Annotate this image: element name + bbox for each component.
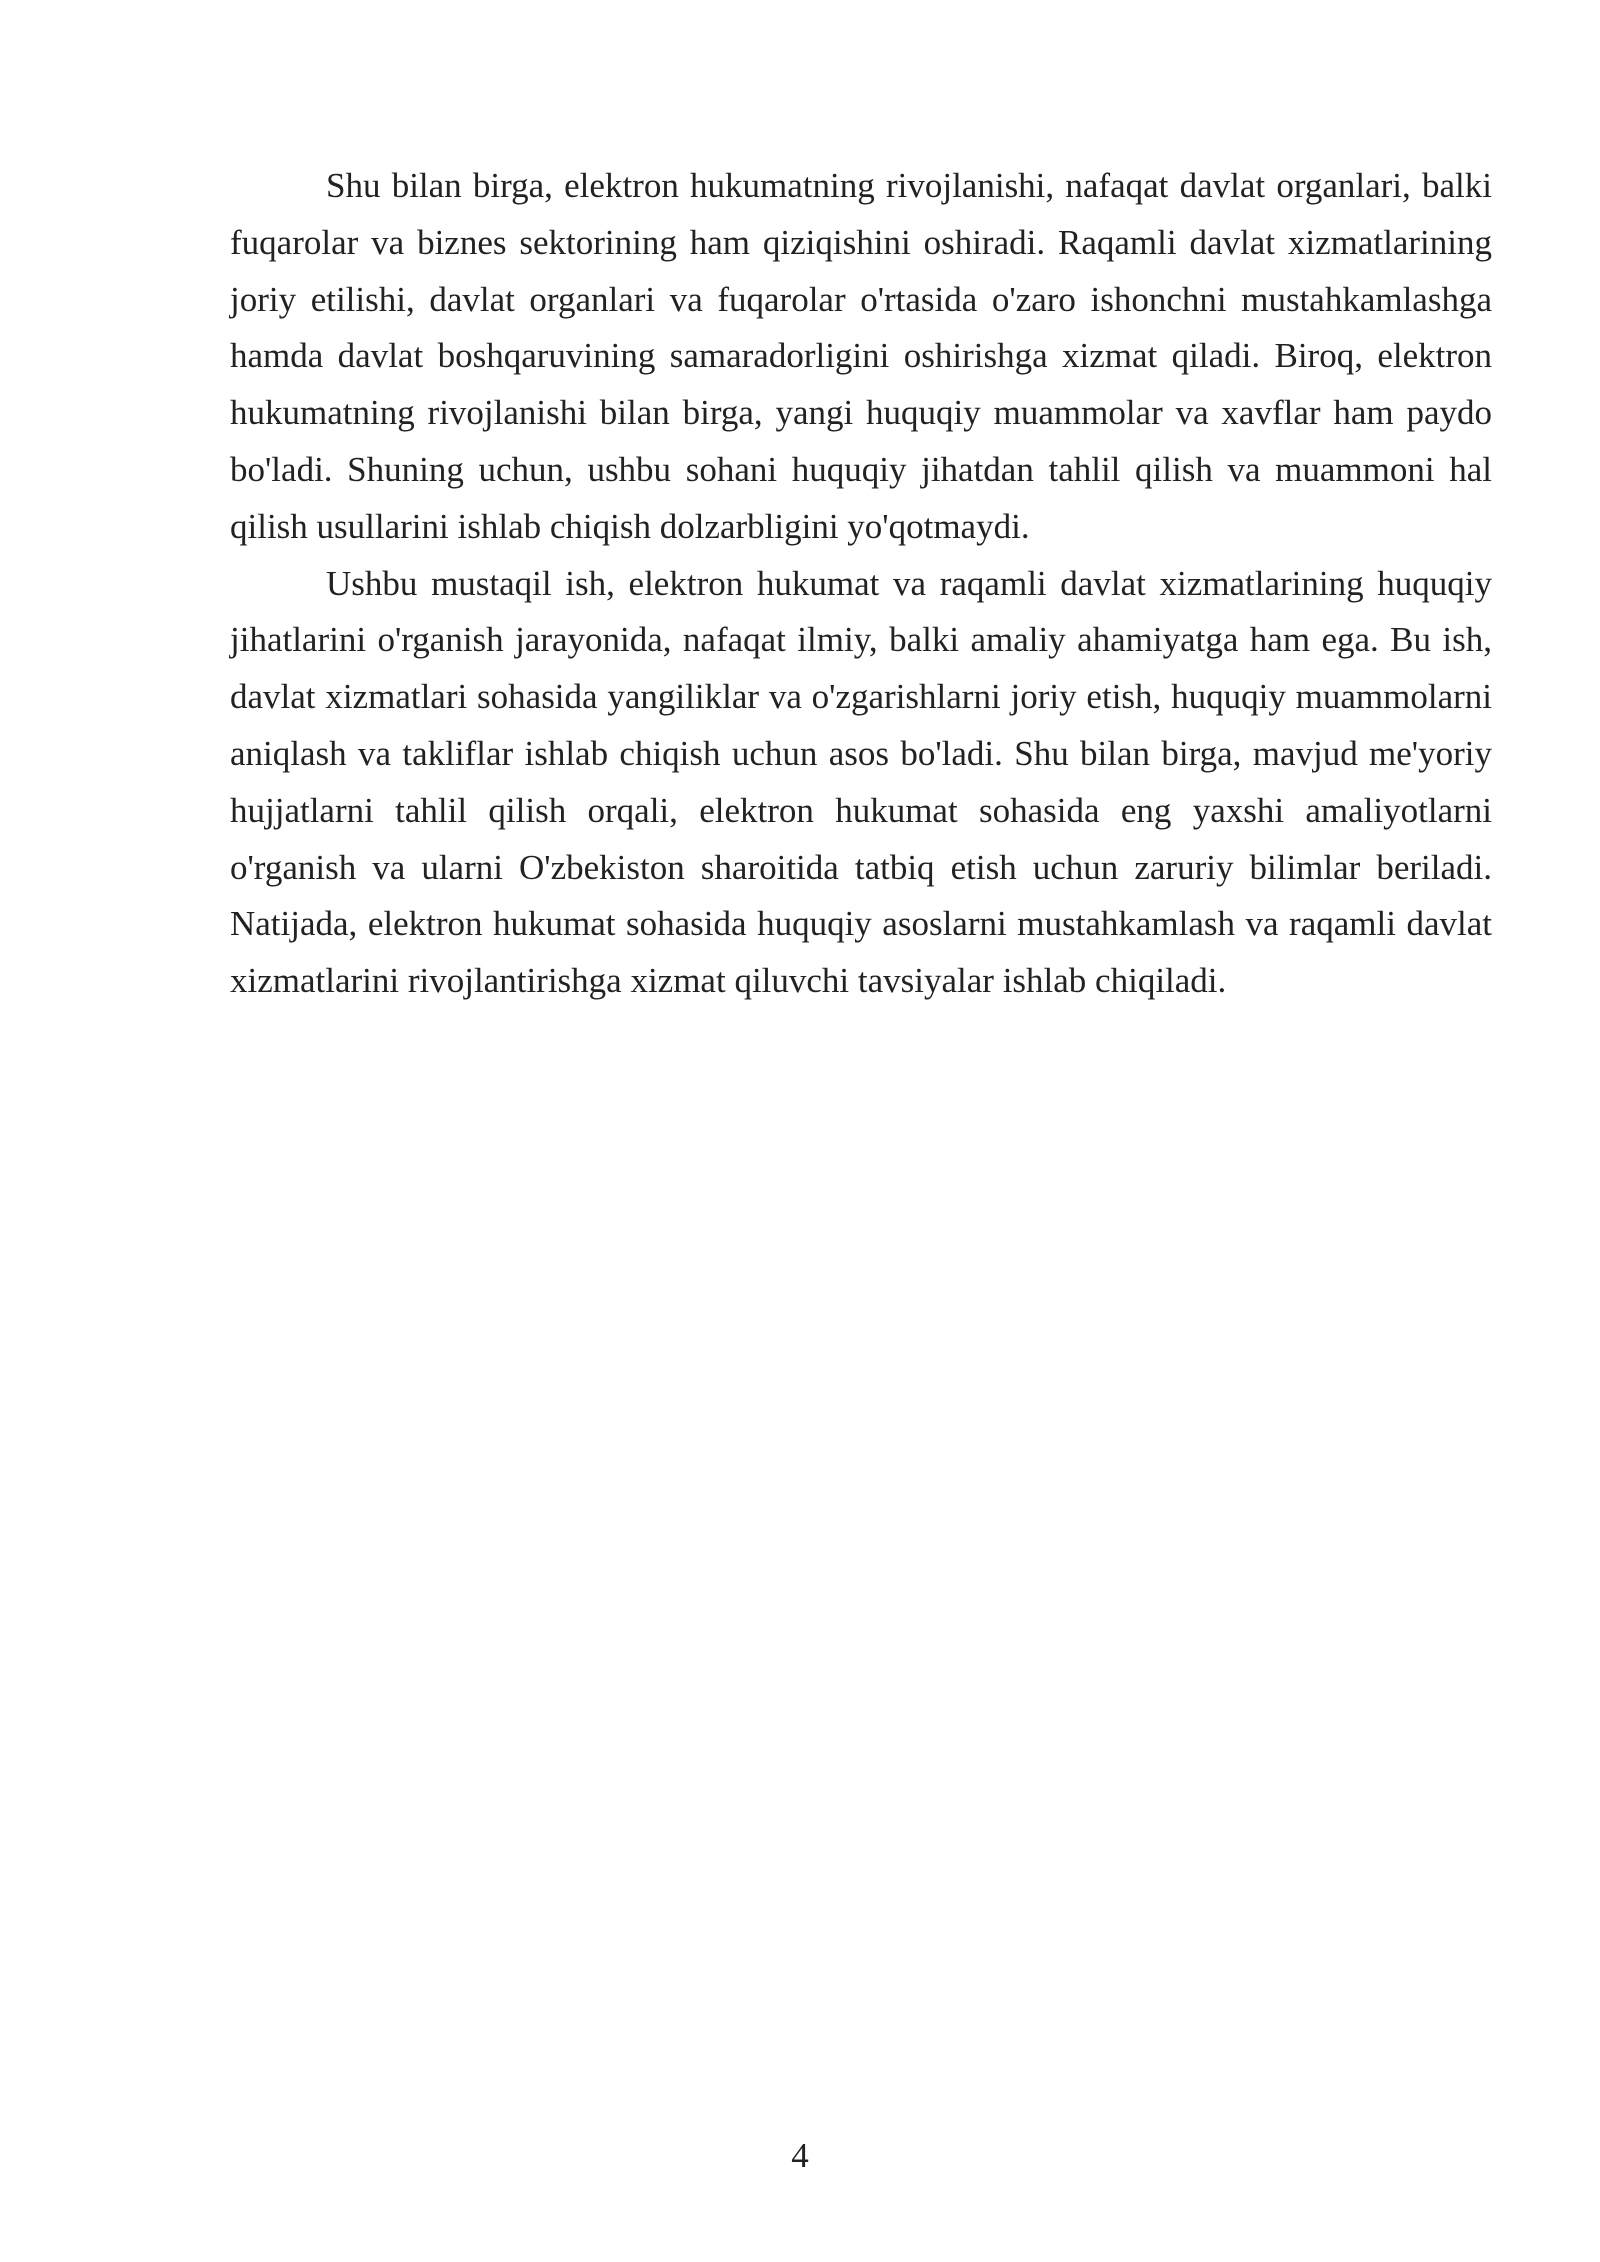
page-number: 4 xyxy=(791,2136,809,2175)
paragraph-2: Ushbu mustaqil ish, elektron hukumat va raqamli davlat xizmatlarining huquqiy jihatlarini o'rganish jarayonida, nafaqat ilmiy, balki amaliy ahamiyatga ham ega. Bu ish, davlat xizmatlari sohasida yangiliklar va o'zgarishlarni joriy etish, huquqiy muammolarni aniqlash va takliflar ishlab chiqish uchun asos bo'ladi. Shu bilan birga, mavjud me'yoriy hujjatlarni tahlil qilish orqali, elektron hukumat sohasida eng yaxshi amaliyotlarni o'rganish va ularni O'zbekiston sharoitida tatbiq etish uchun zaruriy bilimlar beriladi. Natijada, elektron hukumat sohasida huquqiy asoslarni mustahkamlash va raqamli davlat xizmatlarini rivojlantirishga xizmat qiluvchi tavsiyalar ishlab chiqiladi. xyxy=(230,563,1492,1001)
paragraph-1: Shu bilan birga, elektron hukumatning rivojlanishi, nafaqat davlat organlari, balki fuqarolar va biznes sektorining ham qiziqishini oshiradi. Raqamli davlat xizmatlarining joriy etilishi, davlat organlari va fuqarolar o'rtasida o'zaro ishonchni mustahkamlashga hamda davlat boshqaruvining samaradorligini oshirishga xizmat qiladi. Biroq, elektron hukumatning rivojlanishi bilan birga, yangi huquqiy muammolar va xavflar ham paydo bo'ladi. Shuning uchun, ushbu sohani huquqiy jihatdan tahlil qilish va muammoni hal qilish usullarini ishlab chiqish dolzarbligini yo'qotmaydi. xyxy=(230,166,1492,546)
page-body xyxy=(230,158,1492,1010)
